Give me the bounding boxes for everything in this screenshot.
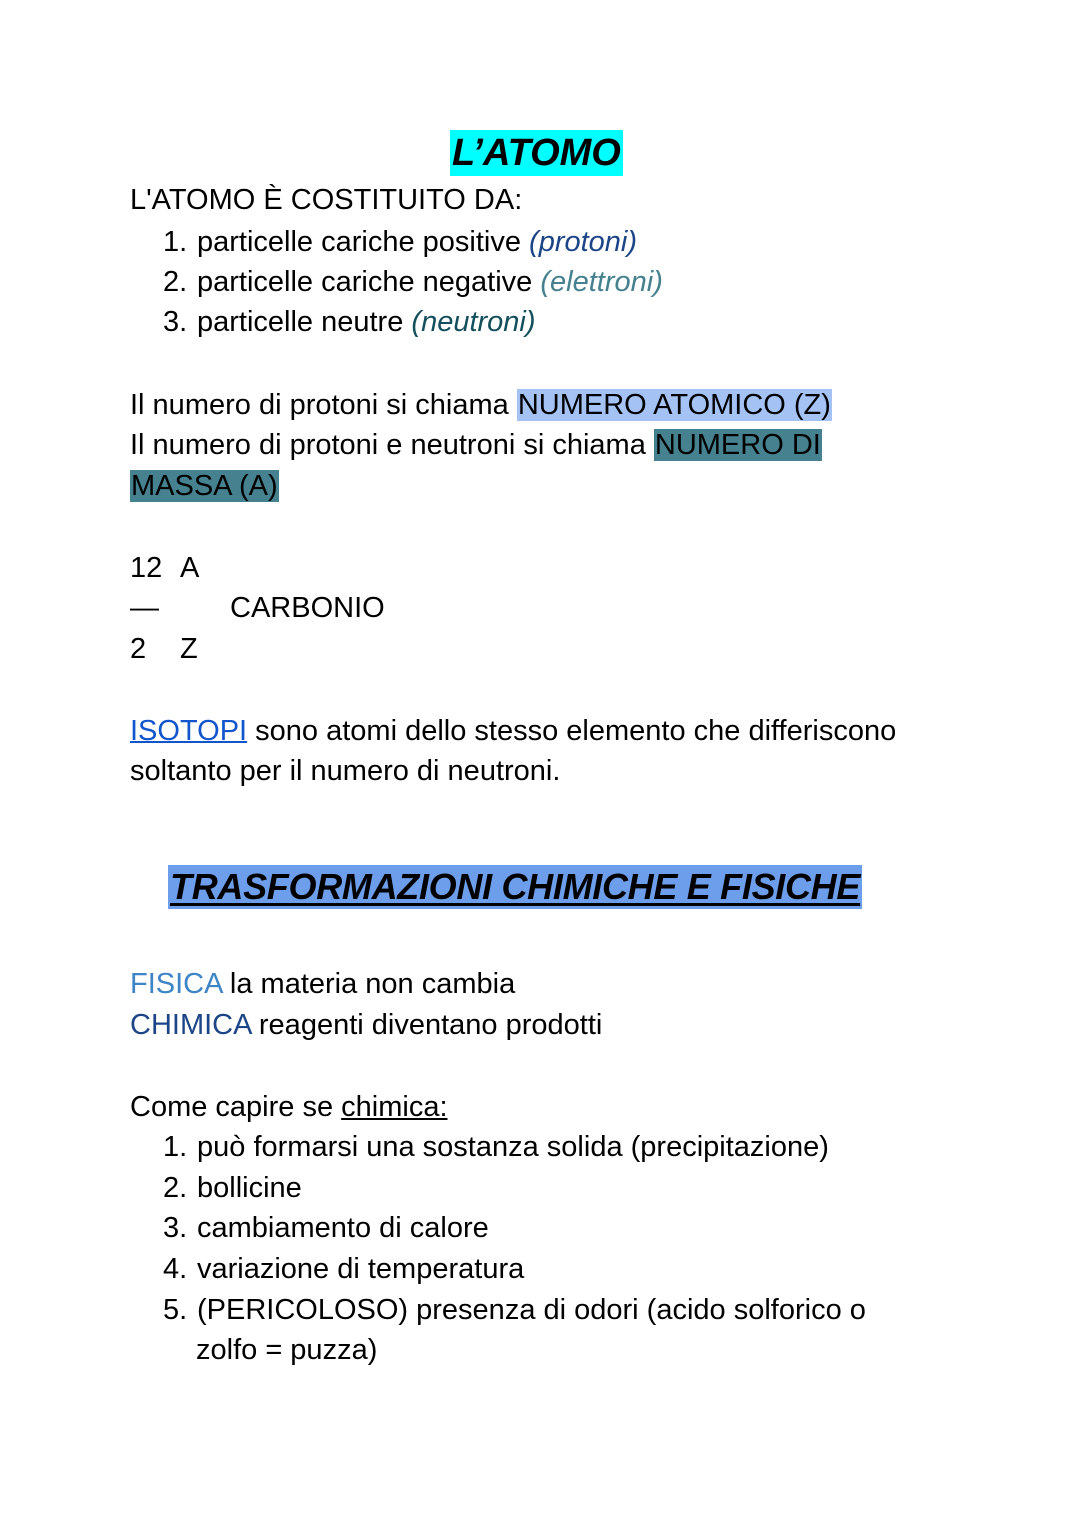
mass-number-label: A — [180, 552, 200, 584]
neutroni-note: (neutroni) — [411, 306, 536, 338]
mass-number-value: 12 — [130, 552, 163, 584]
list-text: variazione di temperatura — [197, 1253, 525, 1285]
element-name: CARBONIO — [230, 592, 385, 624]
fisica-definition — [130, 964, 515, 1004]
numero-massa-highlight: NUMERO DI — [654, 429, 821, 461]
list-number: 3. — [163, 1212, 188, 1244]
chimica-text: reagenti diventano prodotti — [250, 1009, 603, 1041]
list-number: 1. — [163, 226, 188, 258]
list-number: 4. — [163, 1253, 188, 1285]
title-trasformazioni: TRASFORMAZIONI CHIMICHE E FISICHE — [170, 866, 861, 907]
chimica-term: CHIMICA — [130, 1009, 251, 1041]
atomic-number-label: Z — [180, 633, 198, 665]
list-text: particelle cariche positive — [197, 226, 530, 258]
isotopes-text: sono atomi dello stesso elemento che differiscono — [247, 715, 897, 747]
how-to-tell-heading — [130, 1087, 448, 1127]
list-item-neutrons — [163, 302, 536, 342]
mass-number-definition-cont — [130, 466, 279, 506]
fisica-text: la materia non cambia — [221, 968, 516, 1000]
list-item-protons — [163, 222, 637, 262]
definition-text: Il numero di protoni e neutroni si chiama — [130, 429, 654, 461]
list-number: 2. — [163, 266, 188, 298]
chimica-definition — [130, 1005, 602, 1045]
atomic-number-definition — [130, 385, 832, 425]
list-text: particelle cariche negative — [197, 266, 541, 298]
title-atomo: L’ATOMO — [452, 132, 621, 174]
list-text: può formarsi una sostanza solida (precipitazione) — [197, 1131, 829, 1163]
elettroni-note: (elettroni) — [540, 266, 663, 298]
mass-number-definition — [130, 425, 822, 465]
list-item-precipitation — [163, 1127, 829, 1167]
list-item-heat — [163, 1208, 489, 1248]
definition-text: Il numero di protoni si chiama — [130, 389, 517, 421]
atomic-number-value: 2 — [130, 633, 147, 665]
numero-massa-highlight: MASSA (A) — [131, 470, 278, 502]
isotopi-link[interactable]: ISOTOPI — [130, 715, 248, 747]
list-number: 5. — [163, 1294, 188, 1326]
list-item-odors — [163, 1290, 866, 1330]
how-to-text: Come capire se — [130, 1091, 342, 1123]
list-text: particelle neutre — [197, 306, 412, 338]
notation-top — [130, 548, 199, 588]
fisica-term: FISICA — [130, 968, 222, 1000]
isotopes-definition-cont: soltanto per il numero di neutroni. — [130, 755, 561, 787]
list-number: 2. — [163, 1172, 188, 1204]
list-item-bubbles — [163, 1168, 302, 1208]
protoni-note: (protoni) — [529, 226, 638, 258]
list-item-electrons — [163, 262, 663, 302]
list-text: bollicine — [197, 1172, 302, 1204]
intro-line: L'ATOMO È COSTITUITO DA: — [130, 184, 523, 216]
fraction-bar: — — [130, 592, 159, 624]
isotopes-definition — [130, 711, 896, 751]
list-text: (PERICOLOSO) presenza di odori (acido solforico o — [197, 1294, 866, 1326]
list-item-temperature — [163, 1249, 524, 1289]
notation-bottom — [130, 629, 198, 669]
list-number: 1. — [163, 1131, 188, 1163]
numero-atomico-highlight: NUMERO ATOMICO (Z) — [517, 389, 831, 421]
list-text: cambiamento di calore — [197, 1212, 489, 1244]
list-item-odors-cont: zolfo = puzza) — [196, 1334, 378, 1366]
chimica-underlined: chimica: — [341, 1091, 448, 1123]
list-number: 3. — [163, 306, 188, 338]
notation-middle — [130, 588, 385, 628]
